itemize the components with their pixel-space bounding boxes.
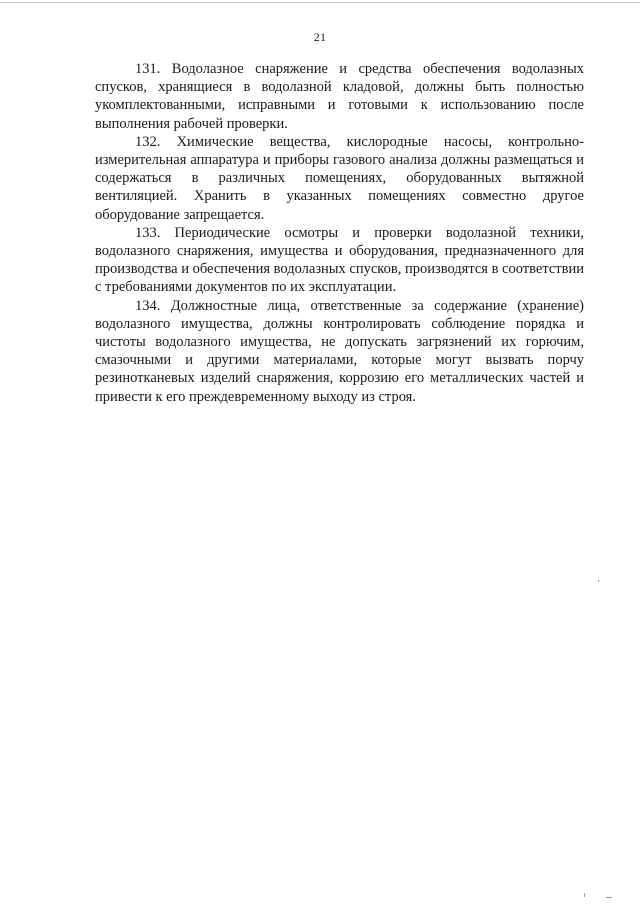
document-body <box>95 60 584 406</box>
scan-edge-top <box>0 2 640 3</box>
page-number: 21 <box>313 30 327 44</box>
paragraph-133: 133. Периодические осмотры и проверки водолазной техники, водолазного снаряжения, имущества и оборудования, предназначенного для производства и обеспечения водолазных спусков, производятся в соответствии с требованиями документов по их эксплуатации. <box>95 224 584 296</box>
paragraph-132: 132. Химические вещества, кислородные насосы, контрольно-измерительная аппаратура и приборы газового анализа должны размещаться и содержаться в различных помещениях, оборудованных вытяжной вентиляцией. Хранить в указанных помещениях совместно другое оборудование запрещается. <box>95 133 584 223</box>
scan-speck <box>606 897 612 898</box>
scan-speck <box>598 580 599 582</box>
scan-speck <box>584 893 585 897</box>
paragraph-131: 131. Водолазное снаряжение и средства обеспечения водолазных спусков, хранящиеся в водолазной кладовой, должны быть полностью укомплектованными, исправными и готовыми к использованию после выполнения рабочей проверки. <box>95 61 584 132</box>
paragraph-134: 134. Должностные лица, ответственные за содержание (хранение) водолазного имущества, должны контролировать соблюдение порядка и чистоты водолазного имущества, не допускать загрязнений их горючим, смазочными и другими материалами, которые могут вызвать порчу резинотканевых изделий снаряжения, коррозию его металлических частей и привести к его преждевременному выходу из строя. <box>95 297 584 405</box>
